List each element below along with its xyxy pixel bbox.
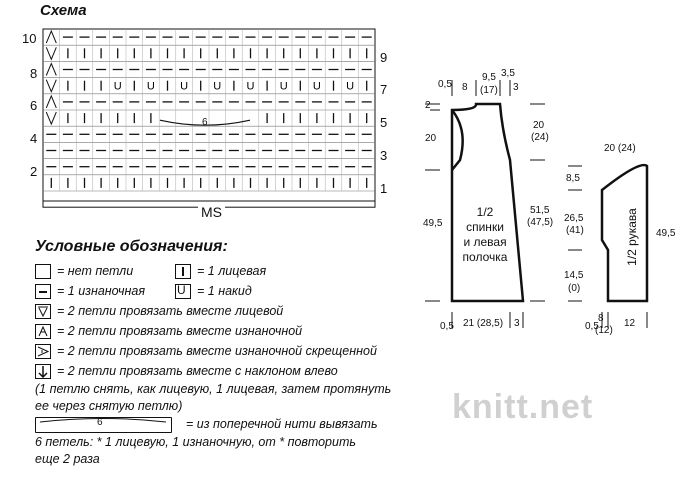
dim-sleeve-bottom-8-alt: (12): [595, 325, 613, 336]
dim-sleeve-cuff-alt: (0): [568, 283, 581, 294]
dim-armhole-right: 20: [533, 120, 545, 131]
dim-neck-width: 9,5: [482, 72, 496, 83]
ssk-note-line-1: (1 петлю снять, как лицевую, 1 лицевая, затем протянуть: [35, 382, 392, 396]
row-number-2: 2: [30, 164, 38, 179]
row-number-4: 4: [30, 131, 38, 146]
row-number-9: 9: [380, 50, 388, 65]
row-number-10: 10: [22, 31, 37, 46]
row-number-6: 6: [30, 98, 38, 113]
row-number-1: 1: [380, 181, 388, 196]
row-number-3: 3: [380, 148, 388, 163]
cable-symbol-number: 6: [97, 417, 103, 428]
chart-title: Схема: [40, 2, 87, 19]
yarn-over-cell: U: [146, 80, 155, 93]
dim-sleeve-total-length: 49,5: [656, 228, 676, 239]
cable-count-label: 6: [202, 117, 208, 128]
legend-cable: = из поперечной нити вывязать: [186, 417, 378, 431]
yarn-over-cell: U: [180, 80, 189, 93]
legend-p2tog: = 2 петли провязать вместе изнаночной: [35, 324, 302, 339]
dim-sleeve-bottom-width: 12: [624, 318, 636, 329]
dim-sleeve-top-width: 20 (24): [604, 143, 636, 154]
legend-no-stitch: = нет петли: [35, 264, 133, 279]
dim-body-length-right: 51,5: [530, 205, 550, 216]
dim-bottom-offset: 0,5: [440, 321, 454, 332]
dim-neck-offset: 0,5: [438, 79, 452, 90]
watermark: knitt.net: [452, 388, 594, 426]
legend-p2tog-tbl: = 2 петли провязать вместе изнаночной скрещенной: [35, 344, 377, 359]
legend-purl: = 1 изнаночная: [35, 284, 145, 299]
dim-neck-depth: 3,5: [501, 68, 515, 79]
legend-knit: = 1 лицевая: [175, 264, 266, 279]
dim-sleeve-length: 26,5: [564, 213, 584, 224]
sleeve-piece-label: 1/2 рукава: [625, 208, 639, 266]
row-number-7: 7: [380, 82, 388, 97]
yarn-over-cell: U: [113, 80, 122, 93]
legend-yarn-over: U = 1 накид: [177, 283, 252, 298]
legend-k2tog: = 2 петли провязать вместе лицевой: [35, 304, 283, 319]
dim-body-length-left: 49,5: [423, 218, 443, 229]
dim-sleeve-cuff: 14,5: [564, 270, 584, 281]
row-number-5: 5: [380, 115, 388, 130]
yarn-over-cell: U: [213, 80, 222, 93]
cable-note-line-1: 6 петель: * 1 лицевую, 1 изнаночную, от * повторить: [35, 435, 356, 449]
yarn-over-cell: U: [246, 80, 255, 93]
dim-shoulder-drop: 2: [425, 100, 431, 111]
dim-edge-bottom: 3: [514, 318, 520, 329]
dim-shoulder-width: 8: [462, 82, 468, 93]
dim-edge-top: 3: [513, 82, 519, 93]
repeat-label: MS: [198, 204, 225, 220]
yarn-over-cell: U: [346, 80, 355, 93]
dim-bottom-width: 21 (28,5): [463, 318, 504, 329]
yarn-over-cell: U: [279, 80, 288, 93]
body-armhole-line: [452, 110, 463, 170]
body-piece-label: 1/2 спинки и левая полочка: [462, 205, 508, 264]
dim-sleeve-bottom-8: 8: [598, 313, 604, 324]
dim-sleeve-bottom-offset: 0,5: [585, 321, 599, 332]
row-number-8: 8: [30, 66, 38, 81]
dim-armhole-left: 20: [425, 133, 437, 144]
legend-ssk: = 2 петли провязать вместе с наклоном влево: [35, 364, 338, 379]
dim-armhole-right-alt: (24): [531, 132, 549, 143]
dim-sleeve-cap: 8,5: [566, 173, 580, 184]
cable-note-line-2: еще 2 раза: [35, 452, 100, 466]
dimension-lines: [425, 80, 647, 328]
yarn-over-cell: U: [312, 80, 321, 93]
yarn-over-icon: U: [175, 284, 191, 299]
legend-title: Условные обозначения:: [35, 238, 228, 255]
dim-sleeve-length-alt: (41): [566, 225, 584, 236]
ssk-note-line-2: ее через снятую петлю): [35, 399, 183, 413]
dim-body-length-right-alt: (47,5): [527, 217, 554, 228]
dim-neck-width-alt: (17): [480, 85, 498, 96]
